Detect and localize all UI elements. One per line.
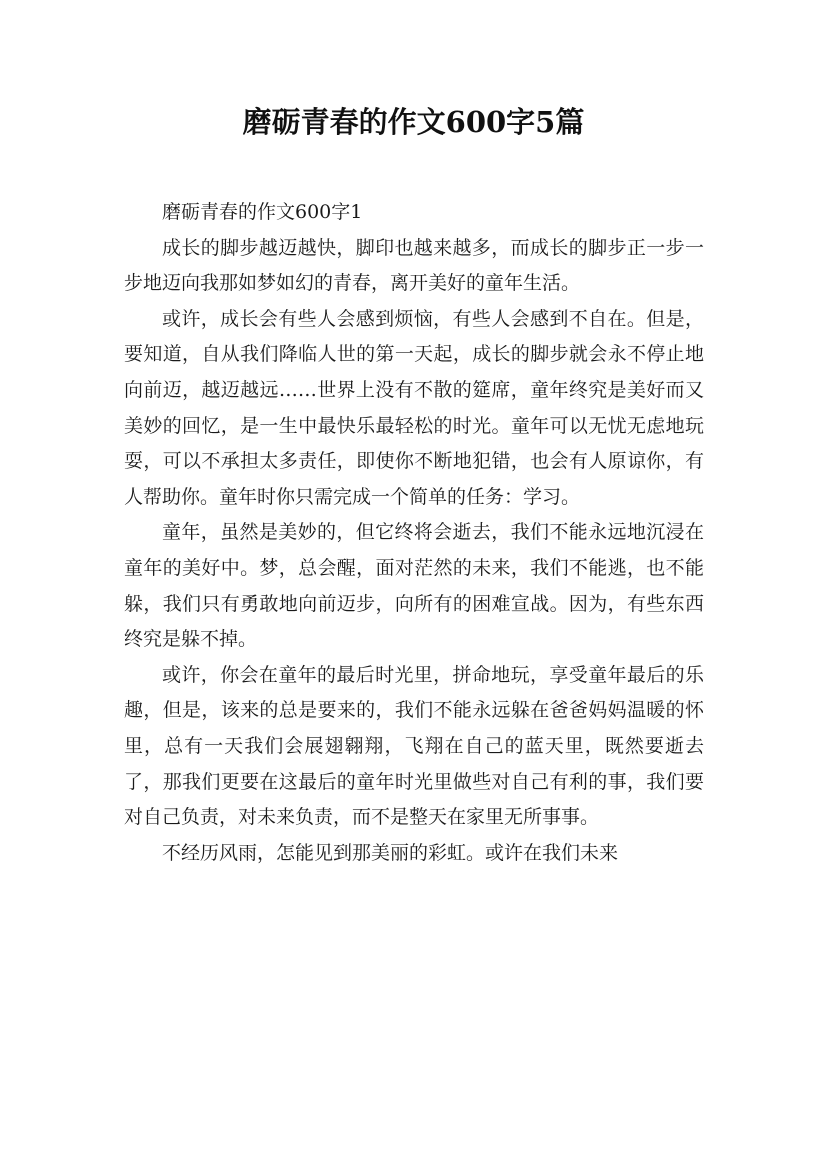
paragraph: 成长的脚步越迈越快，脚印也越来越多，而成长的脚步正一步一步地迈向我那如梦如幻的青春，离开美好的童年生活。 xyxy=(124,236,704,295)
paragraph: 童年，虽然是美妙的，但它终将会逝去，我们不能永远地沉浸在童年的美好中。梦，总会醒，面对茫然的未来，我们不能逃，也不能躲，我们只有勇敢地向前迈步，向所有的困难宣战。因为，有些东西终究是躲不掉。 xyxy=(124,521,704,651)
section-heading: 磨砺青春的作文600字1 xyxy=(162,201,363,223)
document-body xyxy=(124,195,704,871)
document-title: 磨砺青春的作文600字5篇 xyxy=(242,105,585,139)
paragraph: 或许，成长会有些人会感到烦恼，有些人会感到不自在。但是，要知道，自从我们降临人世的第一天起，成长的脚步就会永不停止地向前迈，越迈越远……世界上没有不散的筵席，童年终究是美好而又美妙的回忆，是一生中最快乐最轻松的时光。童年可以无忧无虑地玩耍，可以不承担太多责任，即使你不断地犯错，也会有人原谅你，有人帮助你。童年时你只需完成一个简单的任务：学习。 xyxy=(124,307,704,508)
paragraph: 或许，你会在童年的最后时光里，拼命地玩，享受童年最后的乐趣，但是，该来的总是要来的，我们不能永远躲在爸爸妈妈温暖的怀里，总有一天我们会展翅翱翔，飞翔在自己的蓝天里，既然要逝去了，那我们更要在这最后的童年时光里做些对自己有利的事，我们要对自己负责，对未来负责，而不是整天在家里无所事事。 xyxy=(124,663,704,829)
paragraph: 不经历风雨，怎能见到那美丽的彩虹。或许在我们未来 xyxy=(162,841,619,864)
